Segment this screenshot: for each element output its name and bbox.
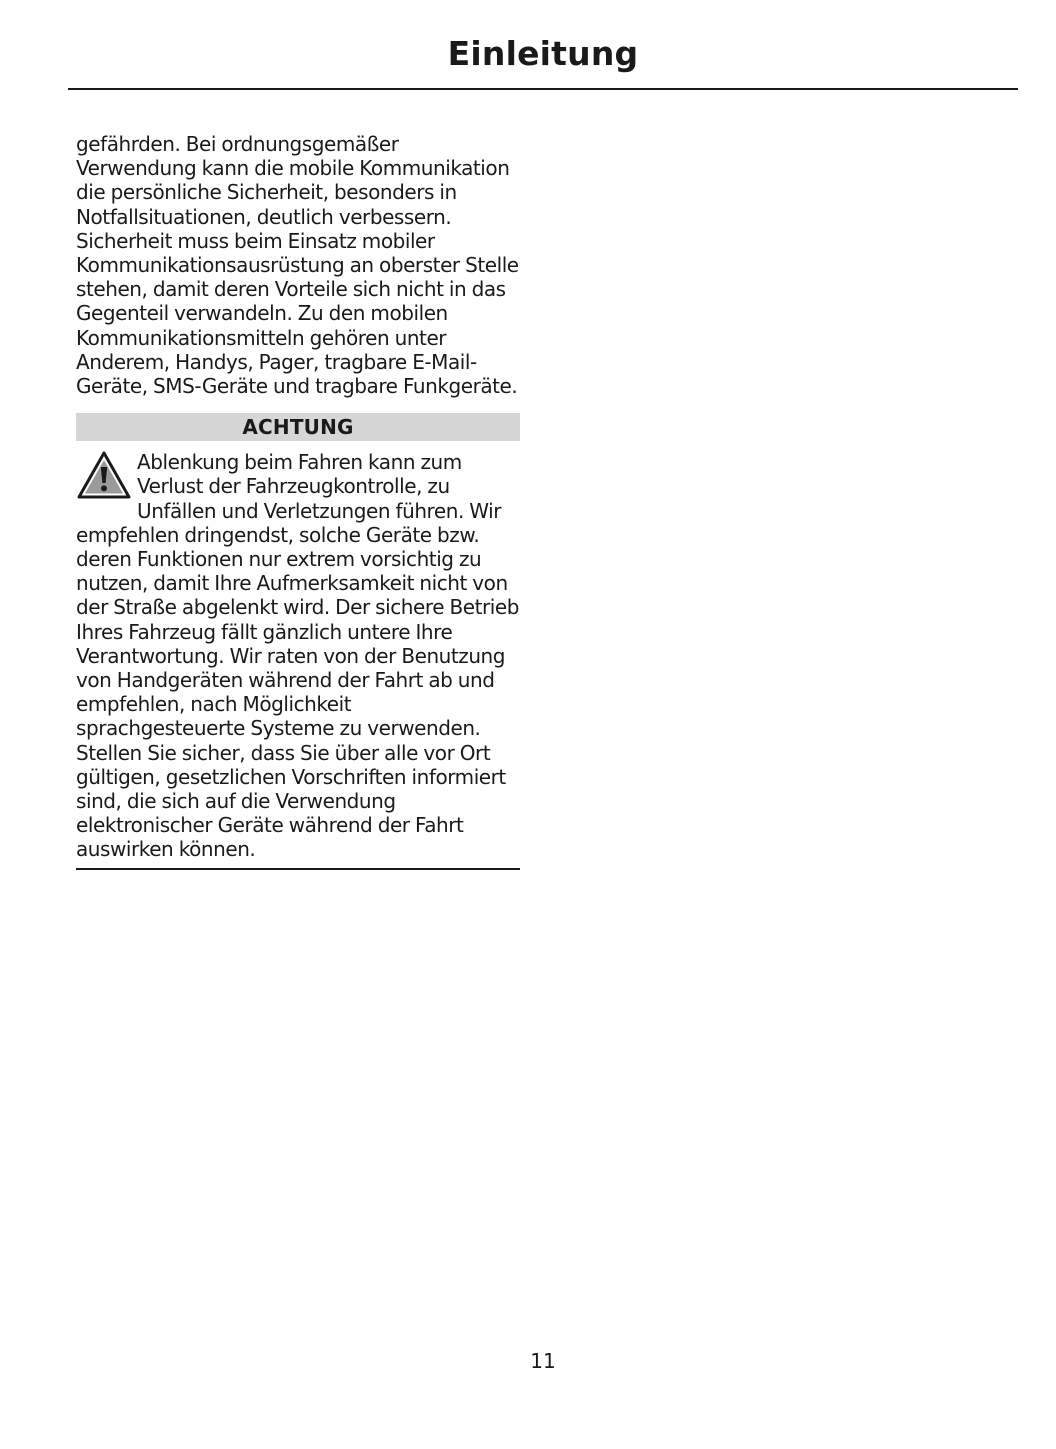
intro-paragraph: gefährden. Bei ordnungsgemäßer Verwendung kann die mobile Kommunikation die persönliche Sicherheit, besonders in Notfallsituationen, deutlich verbessern. Sicherheit muss beim Einsatz mobiler Kommunikationsausrüstung an oberster Stelle stehen, damit deren Vorteile sich nicht in das Gegenteil verwandeln. Zu den mobilen Kommunikationsmitteln gehören unter Anderem, Handys, Pager, tragbare E-Mail-Geräte, SMS-Geräte und tragbare Funkgeräte. [76,132,519,399]
page-number: 11 [530,1349,556,1373]
main-column [76,132,520,870]
page-title: Einleitung [447,34,639,73]
warning-triangle-icon [76,450,132,500]
warning-box [76,450,520,869]
page-header [68,30,1018,90]
warning-heading: ACHTUNG [76,413,520,441]
warning-text: Ablenkung beim Fahren kann zum Verlust der Fahrzeugkontrolle, zu Unfällen und Verletzungen führen. Wir empfehlen dringendst, solche Geräte bzw. deren Funktionen nur extrem vorsichtig zu nutzen, damit Ihre Aufmerksamkeit nicht von der Straße abgelenkt wird. Der sichere Betrieb Ihres Fahrzeug fällt gänzlich untere Ihre Verantwortung. Wir raten von der Benutzung von Handgeräten während der Fahrt ab und empfehlen, nach Möglichkeit sprachgesteuerte Systeme zu verwenden. Stellen Sie sicher, dass Sie über alle vor Ort gültigen, gesetzlichen Vorschriften informiert sind, die sich auf die Verwendung elektronischer Geräte während der Fahrt auswirken können. [76,450,519,862]
